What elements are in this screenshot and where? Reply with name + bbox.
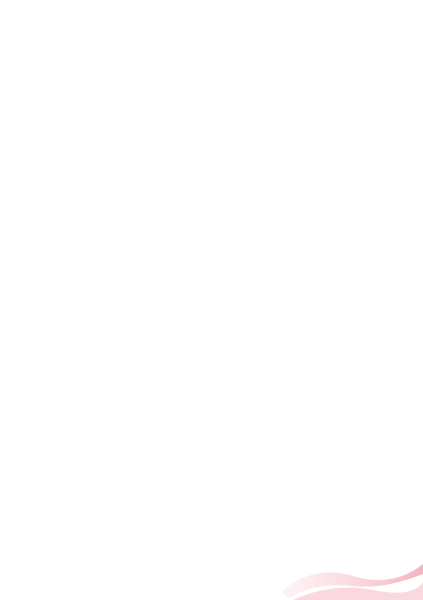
paragraph-8 xyxy=(58,472,365,502)
paragraph-2 xyxy=(58,112,365,142)
paragraph-6 xyxy=(58,352,365,382)
paragraph-5 xyxy=(58,292,365,322)
paragraph-1 xyxy=(58,52,365,82)
watermark-logo xyxy=(273,552,423,600)
paragraph-4 xyxy=(58,232,365,262)
paragraph-3 xyxy=(58,172,365,202)
paragraph-7 xyxy=(58,412,365,442)
watermark-swoosh-icon xyxy=(273,552,423,600)
